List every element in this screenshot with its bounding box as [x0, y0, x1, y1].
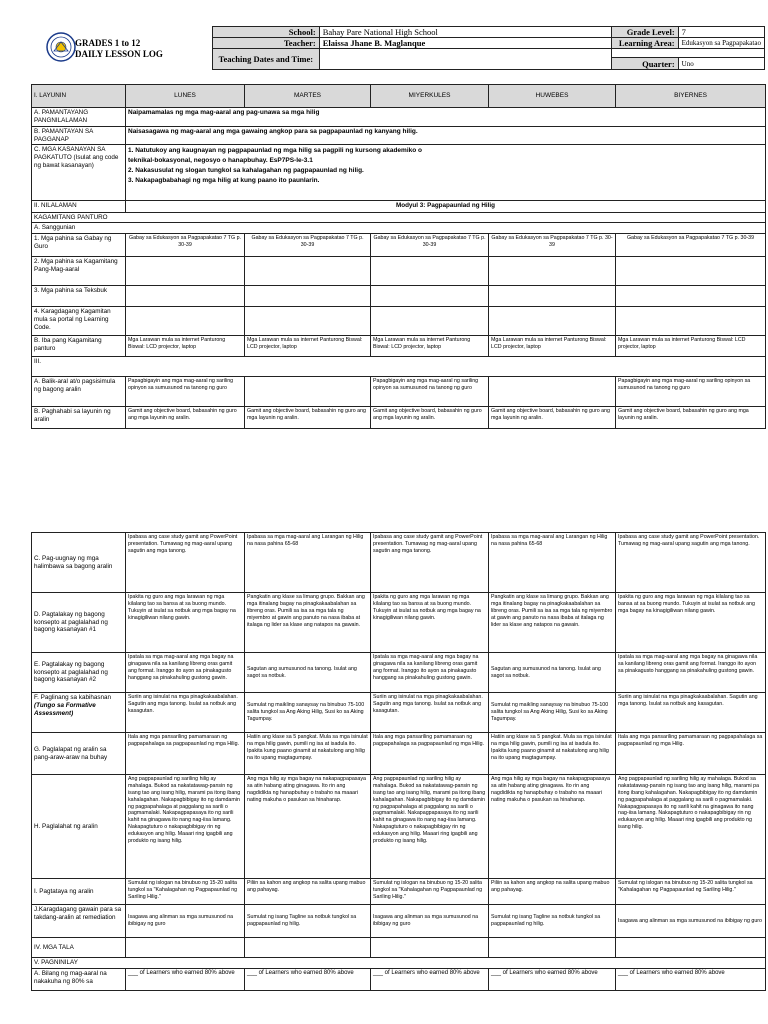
dll-title	[75, 38, 163, 61]
dates-value	[319, 49, 611, 70]
cell-balik-aral: Papagbigayin ang mga mag-aaral ng sariling opinyon sa sumusunod na tanong ng guro	[126, 377, 245, 407]
cell-takdang-aralin: Sumulat ng isang Tagline sa notbuk tungkol sa pagpapaunlad ng hilig.	[489, 905, 616, 938]
cell-balik-aral: Papagbigayin ang mga mag-aaral ng sariling opinyon sa sumusunod na tanong ng guro	[616, 377, 766, 407]
cell-pagtalakay-1: Pangkatin ang klase sa limang grupo. Bakkan ang mga itinalang bagay na pinagkakaabalahan sa libreng oras. Pumili sa isa sa mga tala ng miyembro at gawin ang panuto na nasa ibaba at italaga ng lider sa klase ang natapos na gawain.	[245, 593, 371, 653]
cell-pagtataya: Sumulat ng islogan na binubuo ng 15-20 salita tungkol sa "Kahalagahan ng Pagpapaunlad ng Sariling Hilig."	[126, 879, 245, 905]
cell-learners-80[interactable]: ___ of Learners who earned 80% above	[616, 969, 766, 991]
kasanayan-line: 2. Nakasusulat ng slogan tungkol sa kahalagahan ng pagpapaunlad ng hilig.	[128, 166, 364, 174]
section-nilalaman: II. NILALAMAN	[32, 201, 126, 212]
cell-gabay: Gabay sa Edukasyon sa Pagpapakatao 7 TG p. 30-39	[616, 234, 766, 257]
modyul-title: Modyul 3: Pagpapaunlad ng Hilig	[126, 201, 766, 212]
cell-takdang-aralin: Isagawa ang alinman sa mga sumusunod na ibibigay ng guro	[126, 905, 245, 938]
cell-paghahabi: Gamit ang objective board, babasahin ng guro ang mga layunin ng aralin.	[126, 407, 245, 429]
row-label: D. Pagtalakay ng bagong konsepto at paglalahad ng bagong kasanayan #1	[32, 593, 126, 653]
kasanayan-line: teknikal-bokasyonal, negosyo o hanapbuhay. EsP7PS-Ie-3.1	[128, 157, 313, 165]
cell-pag-uugnay: Ipabasa ang case study gamit ang PowerPoint presentation. Tumawag ng mag-aaral upang sagutin ang mga tanong.	[371, 533, 489, 593]
cell-pag-uugnay: Ipabasa sa mga mag-aaral ang Larangan ng Hilig na nasa pahina 65-68	[245, 533, 371, 593]
cell-paglalahat: Ang mga hilig ay mga bagay na nakapagpapasaya sa atin habang ating ginagawa. Ito rin ang nagdidikta ng hanapbuhay o trabaho na maaari nating makuha o pasukan sa hinaharap.	[245, 775, 371, 879]
cell-paglinang: Suriin ang isinulat na mga pinagkakaabalahan. Sagutin ang mga tanong. Isulat sa notbuk ang kasagutan.	[371, 693, 489, 733]
row-label: H. Paglalahat ng aralin	[32, 775, 126, 879]
day-header: MARTES	[245, 85, 371, 108]
section-layunin: I. LAYUNIN	[32, 85, 126, 108]
row-label: 4. Karagdagang Kagamitan mula sa portal ng Learning Code.	[32, 307, 126, 336]
row-label: C. Pag-uugnay ng mga halimbawa sa bagong aralin	[32, 533, 126, 593]
title-line2: DAILY LESSON LOG	[75, 49, 163, 60]
cell-takdang-aralin: Sumulat ng isang Tagline sa notbuk tungkol sa pagpapaunlad ng hilig.	[245, 905, 371, 938]
cell-pagtalakay-1: Ipakita ng guro ang mga larawan ng mga kilalang tao sa bansa at sa buong mundo. Tukuyin at isulat sa notbuk ang mga bagay na kinagigiliwan nilang gawin.	[371, 593, 489, 653]
kasanayan-line: 3. Nakapagbabahagi ng mga hilig at kung paano ito paunlarin.	[128, 176, 320, 184]
cell-pagtalakay-2: Ipatala sa mga mag-aaral ang mga bagay na ginagawa nila sa kanilang libreng oras gamit ang format. Iranggo ito ayon sa pinakagusto hanggang sa pinakahuling gustong gawin.	[616, 653, 766, 693]
section-tala: IV. MGA TALA	[32, 938, 126, 958]
cell-pagtataya: Piliin sa kahon ang angkop na salita upang mabuo ang pahayag.	[245, 879, 371, 905]
section-sanggunian: A. Sanggunian	[32, 223, 766, 234]
kasanayan-note: (Isulat ang code ng bawat kasanayan)	[34, 154, 119, 170]
dll-header	[31, 26, 765, 74]
cell-pagtalakay-2: Sagutan ang sumusunod na tanong. Isulat ang sagot sa notbuk.	[489, 653, 616, 693]
cell-paglalapat: Hatiin ang klase sa 5 pangkat. Mula sa mga isinulat na mga hilig gawin, pumili ng isa at isadula ito. Ipakita kung paano ginamit at nakatulong ang hilig na ito upang magtagumpay.	[489, 733, 616, 775]
kasanayan-label: C. MGA KASANAYAN SA PAGKATUTO	[34, 146, 106, 162]
row-label: 1. Mga pahina sa Gabay ng Guro	[32, 234, 126, 257]
teacher-value: Elaissa Jhane B. Maglanque	[319, 38, 611, 49]
cell-pag-uugnay: Ipabasa sa mga mag-aaral ang Larangan ng Hilig na nasa pahina 65-68	[489, 533, 616, 593]
kasanayan-line: 1. Natutukoy ang kaugnayan ng pagpapaunlad ng mga hilig sa pagpili ng kursong akademiko o	[128, 147, 422, 155]
cell-paglalahat: Ang pagpapaunlad ng sariling hilig ay mahalaga. Bukod sa nakatatawag-pansin ng isang tao ang isang hilig, marami pa itong ibang kahalagahan. Nakapagbibigay ito ng damdamin ng pagpapahalaga at paggalang sa sarili o pagmamalaki. Nakapagpapasaya ito ng sarili kahit na ginagawa ito nang nag-iisa lamang. Nakapagtuturo o nakapagbibigay rin ng edukasyon ang hilig. Maaari ring igagbili ang produkto ng isang hilig.	[126, 775, 245, 879]
header-info-table	[212, 26, 765, 70]
cell-pagtataya: Sumulat ng islogan na binubuo ng 15-20 salita tungkol sa "Kahalagahan ng Pagpapaunlad ng Sariling Hilig."	[616, 879, 766, 905]
quarter-label: Quarter:	[612, 58, 679, 70]
cell-pagtalakay-1: Pangkatin ang klase sa limang grupo. Bakkan ang mga itinalang bagay na pinagkakaabalahan sa libreng oras. Pumili sa isa sa mga tala ng miyembro at gawin ang panuto na nasa ibaba at italaga ng lider sa klase ang natapos na gawain.	[489, 593, 616, 653]
cell-paglalapat: Itala ang mga pansariling pamamaraan ng pagpapahalaga sa pagpapaunlad ng mga Hilig.	[126, 733, 245, 775]
cell-takdang-aralin: Isagawa ang alinman sa mga sumusunod na ibibigay ng guro	[371, 905, 489, 938]
dll-table-page2	[31, 532, 765, 991]
dates-label: Teaching Dates and Time:	[213, 49, 320, 70]
cell-pagtalakay-1: Ipakita ng guro ang mga larawan ng mga kilalang tao sa bansa at sa buong mundo. Tukuyin at isulat sa notbuk ang mga bagay na kinagigiliwan nilang gawin.	[616, 593, 766, 653]
cell-gabay: Gabay sa Edukasyon sa Pagpapakatao 7 TG p. 30-39	[245, 234, 371, 257]
cell-paglinang: Suriin ang isinulat na mga pinagkakaabalahan. Sagutin ang mga tanong. Isulat sa notbuk ang kasagutan.	[126, 693, 245, 733]
title-line1: GRADES 1 to 12	[75, 38, 141, 48]
grade-value: 7	[678, 27, 764, 38]
row-label: A. PAMANTAYANG PANGNILALAMAN	[32, 108, 126, 127]
kasanayan-sa-pagkatuto	[126, 145, 766, 201]
cell-learners-80[interactable]: ___ of Learners who earned 80% above	[245, 969, 371, 991]
cell-paglalahat: Ang pagpapaunlad ng sariling hilig ay mahalaga. Bukod sa nakatatawag-pansin ng isang tao ang isang hilig, marami pa itong ibang kahalagahan. Nakapagbibigay ito ng damdamin ng pagpapahalaga at paggalang sa sarili o pagmamalaki. Nakapagpapasaya ito ng sarili kahit na ginagawa ito nang nag-iisa lamang. Nakapagtuturo o nakapagbibigay rin ng edukasyon ang hilig. Maaari ring igagbili ang produkto ng isang hilig.	[371, 775, 489, 879]
cell-pag-uugnay: Ipabasa ang case study gamit ang PowerPoint presentation. Tumawag ng mag-aaral upang sagutin ang mga tanong.	[616, 533, 766, 593]
cell-paghahabi: Gamit ang objective board, babasahin ng guro ang mga layunin ng aralin.	[489, 407, 616, 429]
cell-learners-80[interactable]: ___ of Learners who earned 80% above	[126, 969, 245, 991]
day-header: MIYERKULES	[371, 85, 489, 108]
cell-takdang-aralin: Isagawa ang alinman sa mga sumusunod na ibibigay ng guro	[616, 905, 766, 938]
cell-paglalapat: Hatiin ang klase sa 5 pangkat. Mula sa mga isinulat na mga hilig gawin, pumili ng isa at isadula ito. Ipakita kung paano ginamit at nakatulong ang hilig na ito upang magtagumpay.	[245, 733, 371, 775]
row-label: B. PAMANTAYAN SA PAGGANAP	[32, 126, 126, 145]
row-label: 3. Mga pahina sa Teksbuk	[32, 286, 126, 307]
cell-paghahabi: Gamit ang objective board, babasahin ng guro ang mga layunin ng aralin.	[616, 407, 766, 429]
section-pagninilay: V. PAGNINILAY	[32, 958, 766, 969]
pamantayan-sa-pagganap: Naisasagawa ng mag-aaral ang mga gawaing angkop para sa pagpapaunlad ng kanyang hilig.	[126, 126, 766, 145]
row-label	[32, 693, 126, 733]
header-blank	[612, 49, 765, 58]
row-label: B. Paghahabi sa layunin ng aralin	[32, 407, 126, 429]
paglinang-sub: (Tungo sa Formative Assessment)	[34, 701, 96, 717]
row-label: I. Pagtataya ng aralin	[32, 879, 126, 905]
school-value: Bahay Pare National High School	[319, 27, 611, 38]
day-header: HUWEBES	[489, 85, 616, 108]
cell-gabay: Gabay sa Edukasyon sa Pagpapakatao 7 TG p. 30-39	[489, 234, 616, 257]
dll-table-page1	[31, 84, 765, 429]
row-label: 2. Mga pahina sa Kagamitang Pang-Mag-aaral	[32, 257, 126, 286]
area-value: Edukasyon sa Pagpapakatao	[678, 38, 764, 49]
row-label: B. Iba pang Kagamitang panturo	[32, 336, 126, 357]
cell-materials: Mga Larawan mula sa internet Panturong Biswal: LCD projector, laptop	[371, 336, 489, 357]
row-label: G. Paglalapat ng aralin sa pang-araw-araw na buhay	[32, 733, 126, 775]
cell-paglinang: Sumulat ng maikling sanaysay na binubuo 75-100 salita tungkol sa Ang Aking Hilig, Susi ko sa Aking Tagumpay.	[245, 693, 371, 733]
paglinang-label: F. Paglinang sa kabihasnan	[34, 694, 112, 701]
quarter-value: Uno	[678, 58, 764, 70]
cell-paglinang: Suriin ang isinulat na mga pinagkakaabalahan. Sagutin ang mga tanong. Isulat sa notbuk ang kasagutan.	[616, 693, 766, 733]
row-label: E. Pagtalakay ng bagong konsepto at paglalahad ng bagong kasanayan #2	[32, 653, 126, 693]
cell-pagtataya: Sumulat ng islogan na binubuo ng 15-20 salita tungkol sa "Kahalagahan ng Pagpapaunlad ng Sariling Hilig."	[371, 879, 489, 905]
cell-pagtalakay-1: Ipakita ng guro ang mga larawan ng mga kilalang tao sa bansa at sa buong mundo. Tukuyin at isulat sa notbuk ang mga bagay na kinagigiliwan nilang gawin.	[126, 593, 245, 653]
day-header: LUNES	[126, 85, 245, 108]
cell-paghahabi: Gamit ang objective board, babasahin ng guro ang mga layunin ng aralin.	[371, 407, 489, 429]
row-label: A. Bilang ng mag-aaral na nakakuha ng 80% sa	[32, 969, 126, 991]
cell-materials: Mga Larawan mula sa internet Panturong Biswal: LCD projector, laptop	[126, 336, 245, 357]
cell-learners-80[interactable]: ___ of Learners who earned 80% above	[489, 969, 616, 991]
cell-paglinang: Sumulat ng maikling sanaysay na binubuo 75-100 salita tungkol sa Ang Aking Hilig, Susi ko sa Aking Tagumpay.	[489, 693, 616, 733]
area-label: Learning Area:	[612, 38, 679, 49]
cell-pagtalakay-2: Ipatala sa mga mag-aaral ang mga bagay na ginagawa nila sa kanilang libreng oras gamit ang format. Iranggo ito ayon sa pinakagusto hanggang sa pinakahuling gustong gawin.	[371, 653, 489, 693]
cell-paghahabi: Gamit ang objective board, babasahin ng guro ang mga layunin ng aralin.	[245, 407, 371, 429]
cell-materials: Mga Larawan mula sa internet Panturong Biswal: LCD projector, laptop	[245, 336, 371, 357]
section-iii: III.	[32, 357, 766, 377]
cell-pagtalakay-2: Sagutan ang sumusunod na tanong. Isulat ang sagot sa notbuk.	[245, 653, 371, 693]
cell-balik-aral: Papagbigayin ang mga mag-aaral ng sariling opinyon sa sumusunod na tanong ng guro	[371, 377, 489, 407]
section-kagamitan: KAGAMITANG PANTURO	[32, 212, 766, 223]
school-label: School:	[213, 27, 320, 38]
cell-paglalapat: Itala ang mga pansariling pamamaraan ng pagpapahalaga sa pagpapaunlad ng mga Hilig.	[371, 733, 489, 775]
cell-pag-uugnay: Ipabasa ang case study gamit ang PowerPoint presentation. Tumawag ng mag-aaral upang sagutin ang mga tanong.	[126, 533, 245, 593]
cell-materials: Mga Larawan mula sa internet Panturong Biswal: LCD projector, laptop	[489, 336, 616, 357]
cell-learners-80[interactable]: ___ of Learners who earned 80% above	[371, 969, 489, 991]
cell-paglalapat: Itala ang mga pansariling pamamaraan ng pagpapahalaga sa pagpapaunlad ng mga Hilig.	[616, 733, 766, 775]
row-label: J.Karagdagang gawain para sa takdang-aralin at remediation	[32, 905, 126, 938]
cell-pagtataya: Piliin sa kahon ang angkop na salita upang mabuo ang pahayag.	[489, 879, 616, 905]
cell-pagtalakay-2: Ipatala sa mga mag-aaral ang mga bagay na ginagawa nila sa kanilang libreng oras gamit ang format. Iranggo ito ayon sa pinakagusto hanggang sa pinakahuling gustong gawin.	[126, 653, 245, 693]
deped-seal-icon	[46, 32, 76, 62]
cell-gabay: Gabay sa Edukasyon sa Pagpapakatao 7 TG p. 30-39	[371, 234, 489, 257]
cell-materials: Mga Larawan mula sa internet Panturong Biswal: LCD projector, laptop	[616, 336, 766, 357]
pamantayang-pangnilalaman: Naipamamalas ng mga mag-aaral ang pag-unawa sa mga hilig	[126, 108, 766, 127]
day-header: BIYERNES	[616, 85, 766, 108]
cell-gabay: Gabay sa Edukasyon sa Pagpapakatao 7 TG p. 30-39	[126, 234, 245, 257]
row-label: A. Balik-aral at/o pagsisimula ng bagong aralin	[32, 377, 126, 407]
row-label	[32, 145, 126, 201]
cell-paglalahat: Ang pagpapaunlad ng sariling hilig ay mahalaga. Bukod sa nakatatawag-pansin ng isang tao ang isang hilig, marami pa itong ibang kahalagahan. Nakapagbibigay ito ng damdamin ng pagpapahalaga at paggalang sa sarili o pagmamalaki. Nakapagpapasaya ito ng sarili kahit na ginagawa ito nang nag-iisa lamang. Nakapagtuturo o nakapagbibigay rin ng edukasyon ang hilig. Maaari ring igagbili ang produkto ng isang hilig.	[616, 775, 766, 879]
cell-paglalahat: Ang mga hilig ay mga bagay na nakapagpapasaya sa atin habang ating ginagawa. Ito rin ang nagdidikta ng hanapbuhay o trabaho na maaari nating makuha o pasukan sa hinaharap.	[489, 775, 616, 879]
teacher-label: Teacher:	[213, 38, 320, 49]
grade-label: Grade Level:	[612, 27, 679, 38]
